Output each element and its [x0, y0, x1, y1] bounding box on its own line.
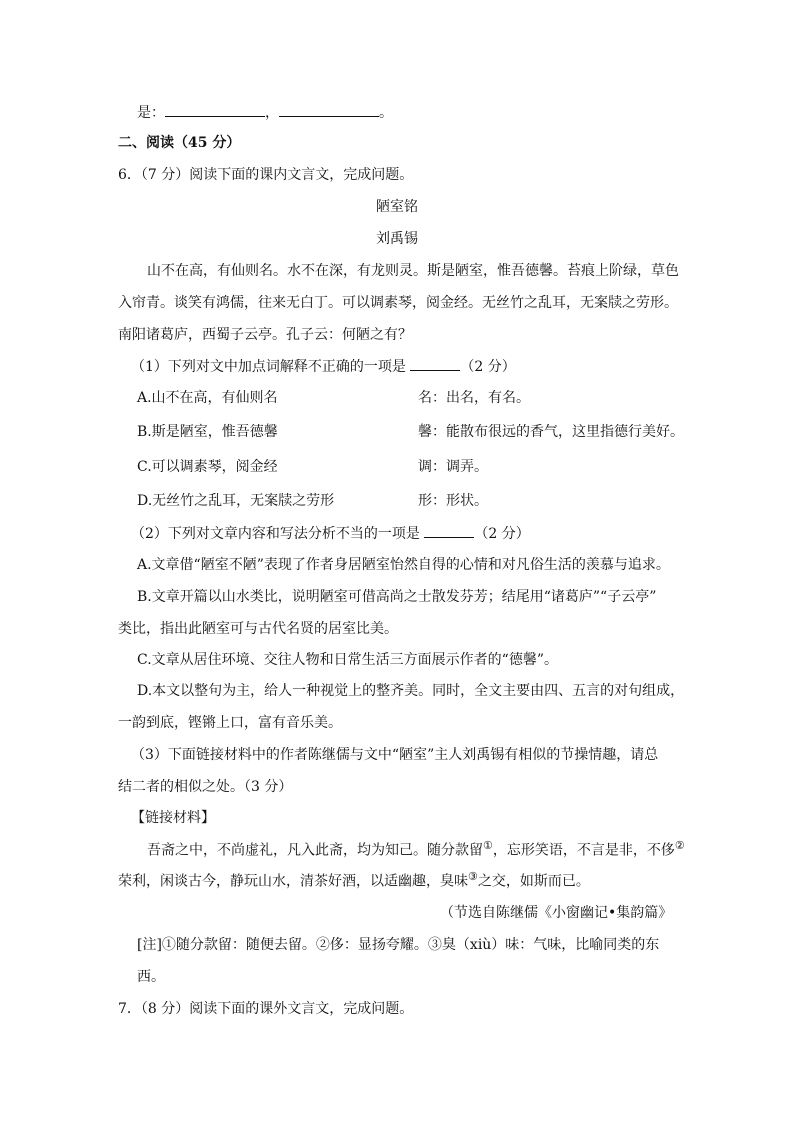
- sub1-option-a[interactable]: [137, 388, 278, 408]
- q5-answer-line: [137, 102, 393, 123]
- sub1-option-b[interactable]: [137, 422, 278, 442]
- sub2-answer-blank[interactable]: [424, 523, 474, 538]
- sub2-option-d-cont: 一韵到底，铿锵上口，富有音乐美。: [118, 715, 342, 731]
- sub2-option-b[interactable]: B.文章开篇以山水类比，说明陋室可借高尚之士散发芬芳；结尾用“诸葛庐”“子云亭”: [137, 589, 657, 605]
- sub1-stem-line: [131, 356, 516, 377]
- link-material-line-2: [118, 871, 590, 892]
- passage-author: 刘禹锡: [376, 231, 418, 247]
- sub2-option-b-cont: 类比，指出此陋室可与古代名贤的居室比美。: [118, 621, 398, 637]
- footnote-marker-2: ②: [674, 839, 685, 852]
- link-text-1b: ，忘形笑语，不言是非，不侈: [492, 842, 675, 859]
- footnote-marker-1: ①: [483, 839, 493, 852]
- passage-title: 陋室铭: [376, 199, 418, 215]
- passage-line-3: 南阳诸葛庐，西蜀子云亭。孔子云：何陋之有？: [118, 327, 412, 343]
- q5-prefix: 是：: [137, 105, 165, 121]
- answer-blank-1[interactable]: [165, 102, 265, 117]
- link-material-heading: 【链接材料】: [131, 810, 215, 826]
- link-text-2a: 荣利，闲谈古今，静玩山水，清茶好酒，以适幽趣，臭味: [118, 873, 468, 890]
- option-a-text: A.山不在高，有仙则名: [137, 390, 278, 406]
- option-b-gloss: 馨：能散布很远的香气，这里指德行美好。: [418, 424, 684, 440]
- answer-blank-2[interactable]: [279, 102, 379, 117]
- footnote-marker-3: ③: [468, 870, 478, 883]
- footnote-line-1: [注]①随分款留：随便去留。②侈：显扬夸耀。③臭（xiù）味：气味，比喻同类的东: [137, 937, 660, 953]
- sub1-answer-blank[interactable]: [410, 356, 460, 371]
- option-c-text: C.可以调素琴，阅金经: [137, 459, 278, 475]
- sub2-option-c[interactable]: C.文章从居住环境、交往人物和日常生活三方面展示作者的“德馨”。: [137, 652, 558, 668]
- link-material-line-1: [147, 840, 685, 861]
- option-d-text: D.无丝竹之乱耳，无案牍之劳形: [137, 493, 335, 509]
- passage-line-2: 入帘青。谈笑有鸿儒，往来无白丁。可以调素琴，阅金经。无丝竹之乱耳，无案牍之劳形。: [118, 295, 678, 311]
- option-b-text: B.斯是陋室，惟吾德馨: [137, 424, 278, 440]
- link-material-source: （节选自陈继儒《小窗幽记•集韵篇》: [440, 905, 673, 921]
- sub2-option-d[interactable]: D.本文以整句为主，给人一种视觉上的整齐美。同时，全文主要由四、五言的对句组成，: [137, 683, 685, 699]
- q7-stem: 7．（8 分）阅读下面的课外文言文，完成问题。: [118, 1001, 414, 1017]
- option-c-gloss: 调：调弄。: [418, 459, 488, 475]
- sub1-option-d[interactable]: [137, 491, 334, 511]
- q6-stem: 6．（7 分）阅读下面的课内文言文，完成问题。: [118, 167, 414, 183]
- q5-sep: ，: [265, 105, 279, 121]
- sub2-option-a[interactable]: A.文章借“陋室不陋”表现了作者身居陋室怡然自得的心情和对凡俗生活的羡慕与追求。: [137, 557, 670, 573]
- section-2-title: 二、阅读（45 分）: [118, 135, 241, 151]
- sub1-score: （2 分）: [460, 359, 516, 375]
- footnote-line-2: 西。: [137, 969, 165, 985]
- sub2-score: （2 分）: [474, 526, 530, 542]
- link-text-1a: 吾斋之中，不尚虚礼，凡入此斋，均为知己。随分款留: [147, 842, 483, 859]
- sub3-stem-line-1: （3）下面链接材料中的作者陈继儒与文中“陋室”主人刘禹锡有相似的节操情趣，请总: [131, 747, 659, 763]
- option-a-gloss: 名：出名，有名。: [418, 390, 530, 406]
- sub1-stem: （1）下列对文中加点词解释不正确的一项是: [131, 359, 406, 375]
- passage-line-1: 山不在高，有仙则名。水不在深，有龙则灵。斯是陋室，惟吾德馨。苔痕上阶绿，草色: [147, 263, 679, 279]
- sub2-stem-line: [131, 523, 530, 544]
- sub2-stem: （2）下列对文章内容和写法分析不当的一项是: [131, 526, 420, 542]
- link-text-2b: 之交，如斯而已。: [477, 873, 590, 890]
- sub1-option-c[interactable]: [137, 457, 278, 477]
- sub3-stem-line-2: 结二者的相似之处。（3 分）: [118, 779, 293, 795]
- q5-end: 。: [379, 105, 393, 121]
- option-d-gloss: 形：形状。: [418, 493, 488, 509]
